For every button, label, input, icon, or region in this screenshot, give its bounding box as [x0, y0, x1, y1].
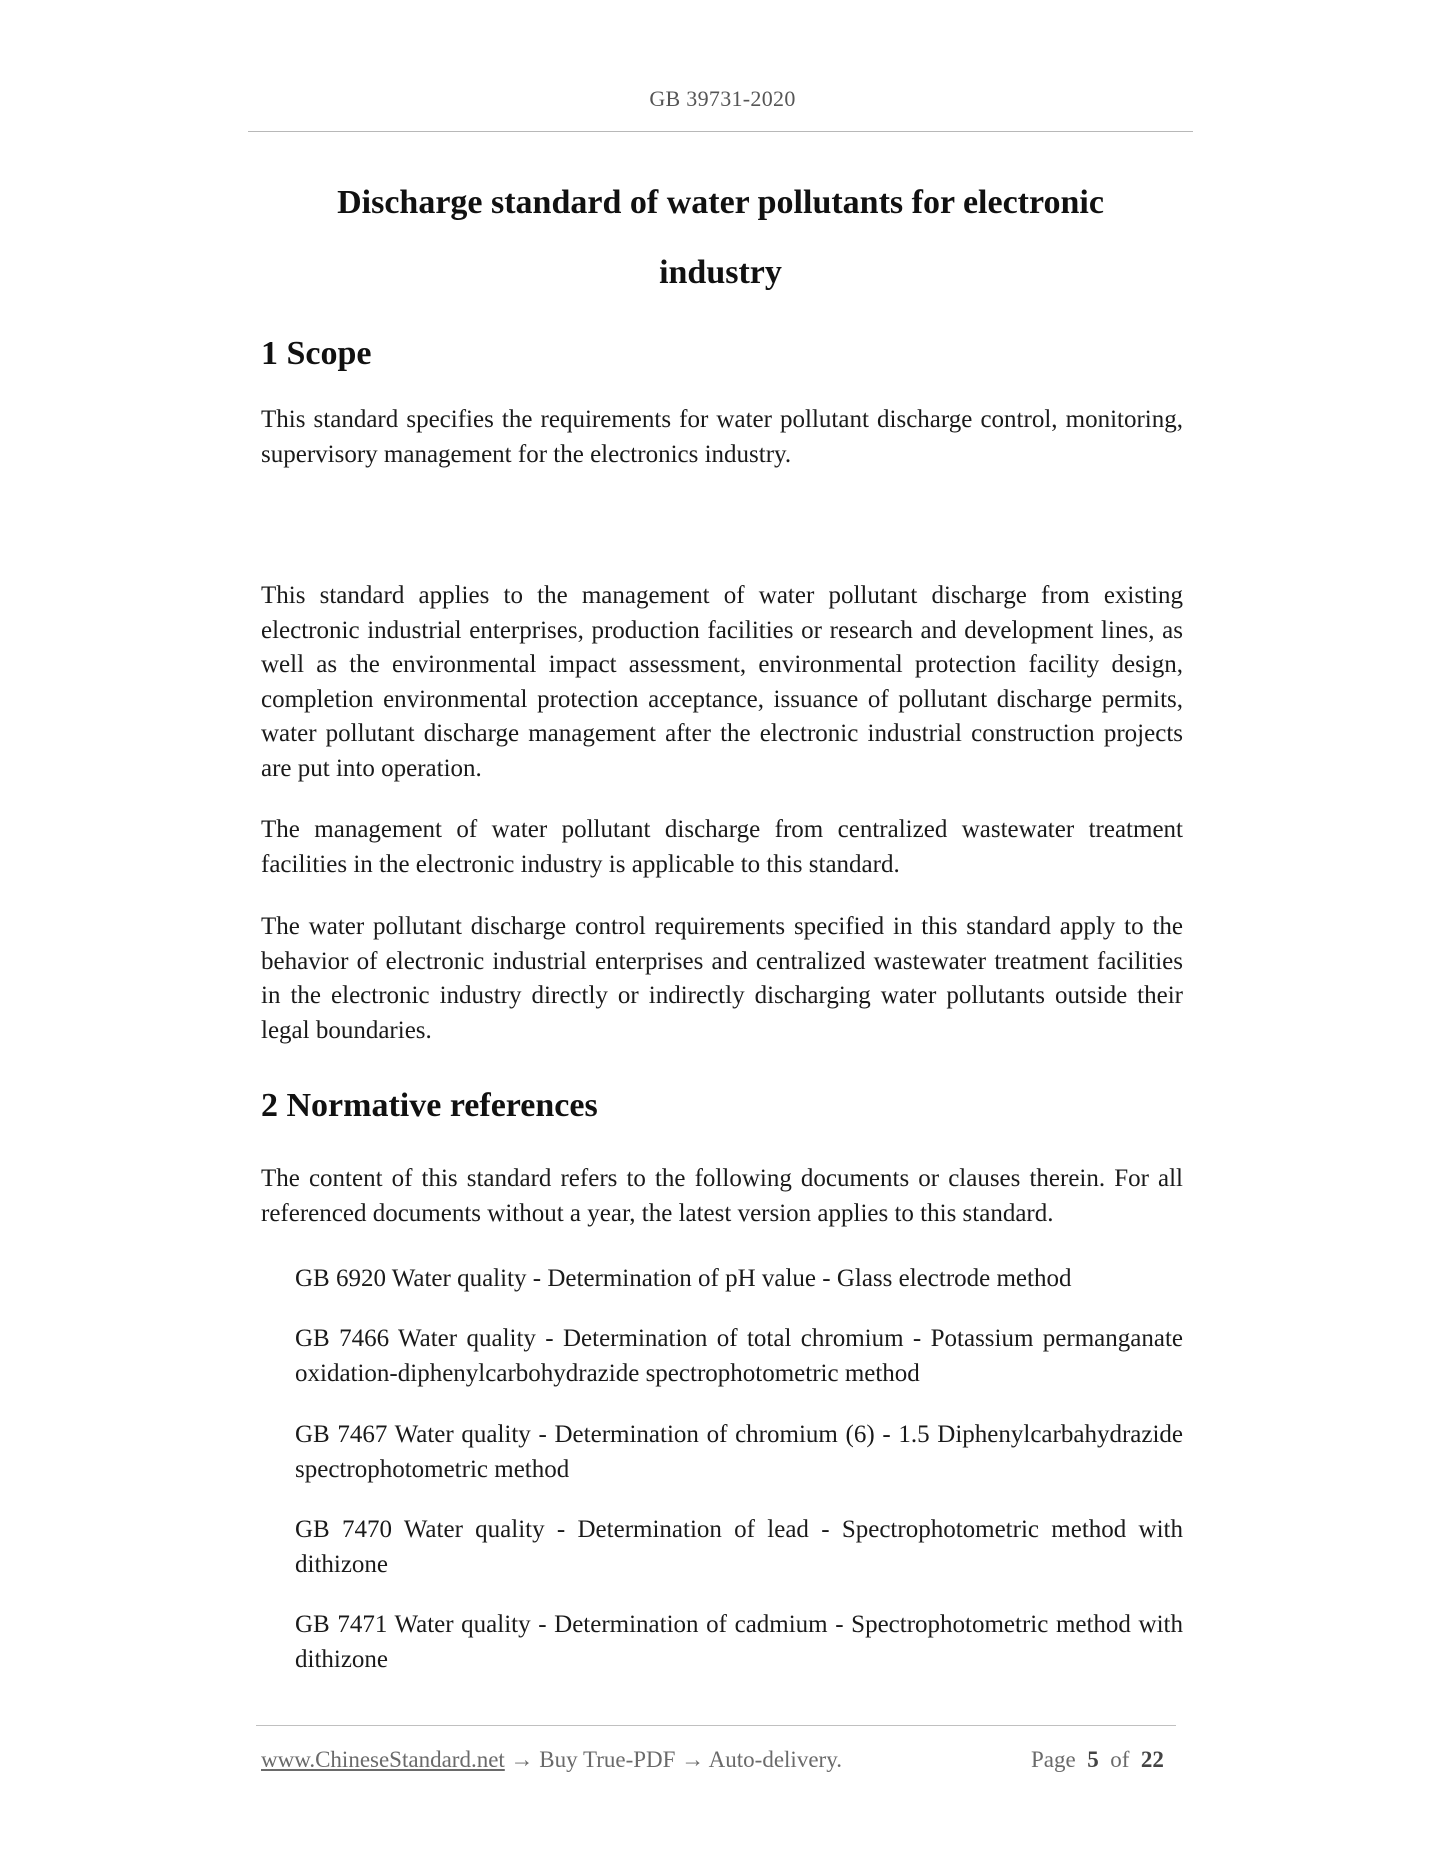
footer-divider: [256, 1725, 1176, 1726]
document-title-line-1: Discharge standard of water pollutants for electronic: [337, 184, 1104, 221]
buy-text: Buy True-PDF: [539, 1747, 676, 1772]
scope-paragraph-4: The water pollutant discharge control requirements specified in this standard apply to the behavior of electronic industrial enterprises and centralized wastewater treatment facilities in the electronic industry directly or indirectly discharging water pollutants outside their legal boundaries.: [261, 913, 1183, 1044]
document-code-header: GB 39731-2020: [649, 86, 796, 111]
page-label: Page: [1031, 1747, 1076, 1772]
document-title-line-2: industry: [659, 254, 782, 291]
scope-paragraph-2: This standard applies to the management of water pollutant discharge from existing electronic industrial enterprises, production facilities or research and development lines, as well as the environmental impact assessment, environmental protection facility design, completion environmental protection acceptance, issuance of pollutant discharge permits, water pollutant discharge management after the electronic industrial construction projects are put into operation.: [261, 582, 1183, 782]
reference-item: GB 7470 Water quality - Determination of lead - Spectrophotometric method with dithizone: [295, 1516, 1183, 1578]
reference-item: GB 7466 Water quality - Determination of total chromium - Potassium permanganate oxidation-diphenylcarbohydrazide spectrophotometric method: [295, 1325, 1183, 1387]
reference-item: GB 7471 Water quality - Determination of cadmium - Spectrophotometric method with dithizone: [295, 1611, 1183, 1673]
header-divider: [248, 131, 1193, 132]
delivery-text: Auto-delivery.: [708, 1747, 842, 1772]
page-indicator: [1031, 1747, 1164, 1773]
reference-item: GB 6920 Water quality - Determination of pH value - Glass electrode method: [295, 1265, 1072, 1292]
of-label: of: [1110, 1747, 1130, 1772]
section-heading-normative-references: 2 Normative references: [261, 1087, 598, 1124]
arrow-right-icon: →: [681, 1747, 705, 1772]
page-current: 5: [1087, 1747, 1099, 1772]
reference-item: GB 7467 Water quality - Determination of chromium (6) - 1.5 Diphenylcarbahydrazide spectrophotometric method: [295, 1421, 1183, 1483]
arrow-right-icon: →: [510, 1747, 534, 1772]
section-heading-scope: 1 Scope: [261, 335, 372, 372]
page-total: 22: [1140, 1747, 1164, 1772]
document-title: [248, 168, 1193, 308]
footer-promo: [261, 1747, 842, 1773]
scope-paragraph-1: This standard specifies the requirements for water pollutant discharge control, monitoring, supervisory management for the electronics industry.: [261, 406, 1183, 468]
references-intro-paragraph: The content of this standard refers to the following documents or clauses therein. For all referenced documents without a year, the latest version applies to this standard.: [261, 1165, 1183, 1227]
site-link[interactable]: www.ChineseStandard.net: [261, 1747, 505, 1772]
scope-paragraph-3: The management of water pollutant discharge from centralized wastewater treatment facilities in the electronic industry is applicable to this standard.: [261, 816, 1183, 878]
